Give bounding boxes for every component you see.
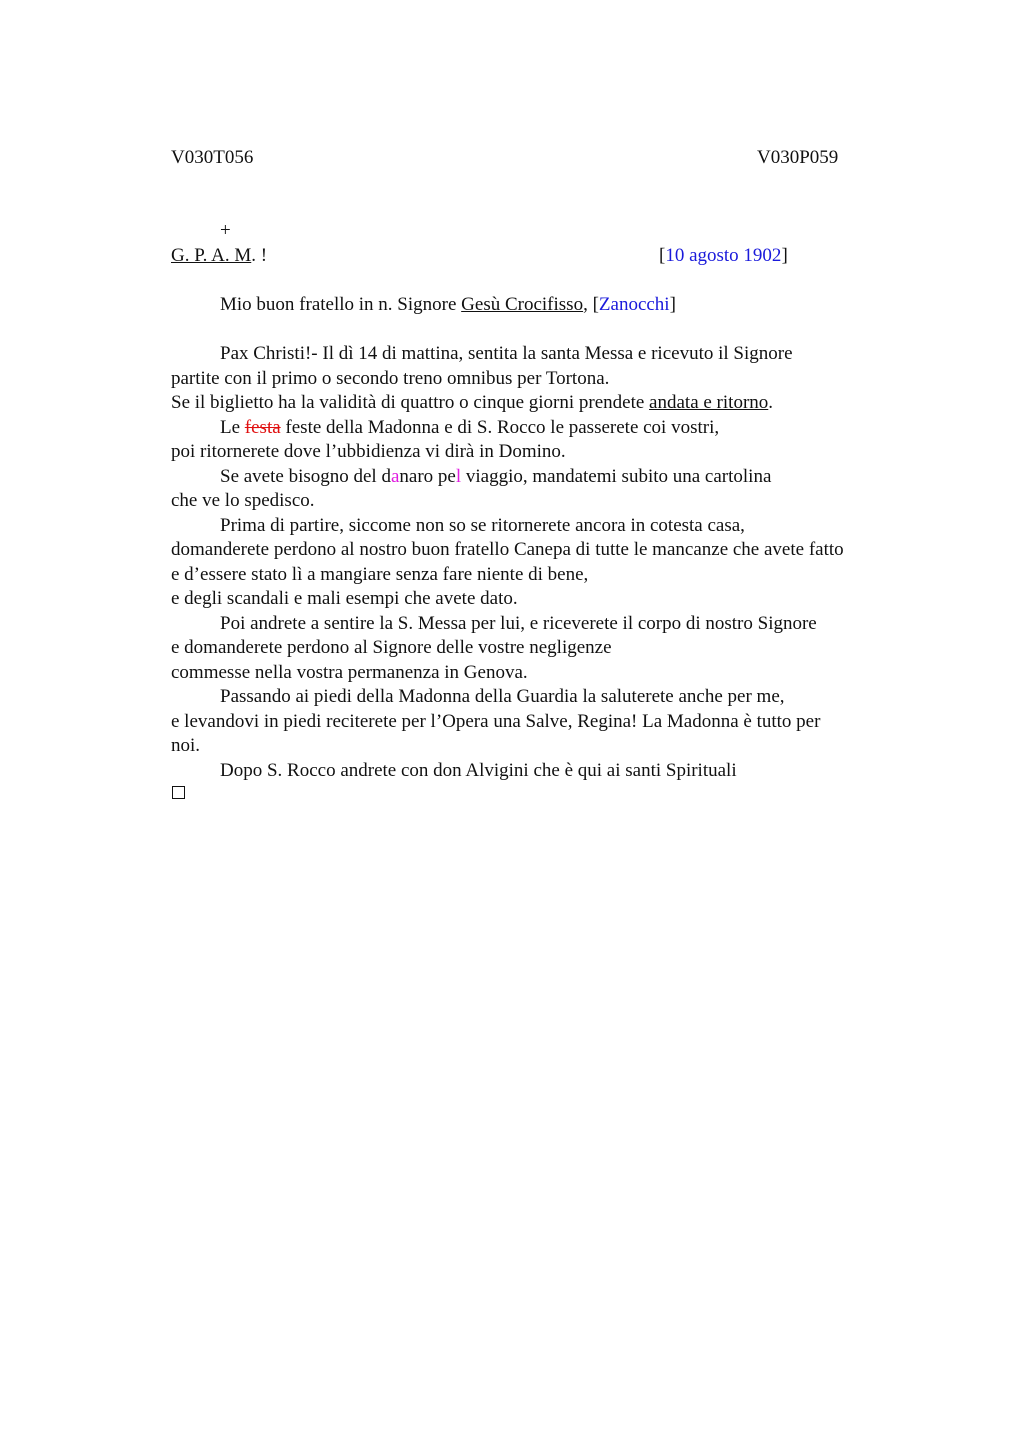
recipient-name: Zanocchi (598, 294, 670, 315)
body-text-segment: naro pe (399, 465, 456, 487)
corrected-letter: a (390, 465, 400, 487)
body-text-segment: feste della Madonna e di S. Rocco le passerete coi vostri, (280, 416, 720, 438)
struck-word: festa (244, 416, 281, 438)
motto-suffix: . ! (251, 245, 268, 266)
page-end-box-icon (172, 786, 185, 799)
body-line: noi. (171, 735, 201, 756)
body-line: e degli scandali e mali esempi che avete dato. (171, 588, 518, 609)
salutation-comma: , (583, 294, 593, 315)
body-text-segment: . (768, 392, 774, 413)
body-text-segment: Se il biglietto ha la validità di quattro o cinque giorni prendete (171, 392, 650, 413)
body-line (171, 416, 911, 441)
body-line: e d’essere stato lì a mangiare senza fare niente di bene, (171, 563, 589, 585)
letter-date (659, 244, 788, 268)
date-value: 10 agosto 1902 (665, 245, 782, 266)
body-line: commesse nella vostra permanenza in Genova. (171, 661, 528, 683)
body-line: Prima di partire, siccome non so se ritornerete ancora in cotesta casa, (220, 514, 745, 536)
date-open-bracket: [ (659, 245, 666, 266)
body-line: domanderete perdono al nostro buon fratello Canepa di tutte le mancanze che avete fatto (171, 539, 844, 560)
doc-code-left: V030T056 (171, 147, 254, 168)
body-line: e levandovi in piedi reciterete per l’Opera una Salve, Regina! La Madonna è tutto per (171, 710, 821, 732)
recipient-close-bracket: ] (669, 294, 676, 315)
body-text-segment: Le (220, 416, 245, 438)
letter-body (171, 342, 911, 783)
body-text-segment: viaggio, mandatemi subito una cartolina (461, 465, 772, 487)
motto: G. P. A. M (171, 245, 252, 266)
underlined-text: andata e ritorno (649, 392, 769, 413)
motto-line (171, 244, 267, 268)
salutation-prefix: Mio buon fratello in n. Signore (220, 294, 462, 315)
doc-code-right: V030P059 (757, 147, 839, 168)
body-line: Passando ai piedi della Madonna della Guardia la saluterete anche per me, (220, 686, 785, 707)
salutation-underlined: Gesù Crocifisso (461, 294, 584, 315)
corrected-letter: l (455, 465, 462, 487)
body-line: Poi andrete a sentire la S. Messa per lui, e riceverete il corpo di nostro Signore (220, 612, 817, 634)
salutation (220, 293, 676, 317)
body-text-segment: Se avete bisogno del d (220, 465, 391, 487)
body-line (171, 465, 911, 490)
body-line: e domanderete perdono al Signore delle vostre negligenze (171, 637, 612, 658)
body-line (171, 391, 911, 416)
cross-mark: + (220, 220, 231, 241)
body-line: poi ritornerete dove l’ubbidienza vi dirà in Domino. (171, 441, 566, 462)
recipient-open-bracket: [ (592, 294, 599, 315)
body-line: Dopo S. Rocco andrete con don Alvigini che è qui ai santi Spirituali (220, 759, 737, 781)
date-close-bracket: ] (781, 245, 788, 266)
body-line: che ve lo spedisco. (171, 490, 315, 511)
body-line: partite con il primo o secondo treno omnibus per Tortona. (171, 367, 610, 389)
body-line: Pax Christi!- Il dì 14 di mattina, sentita la santa Messa e ricevuto il Signore (220, 343, 793, 364)
